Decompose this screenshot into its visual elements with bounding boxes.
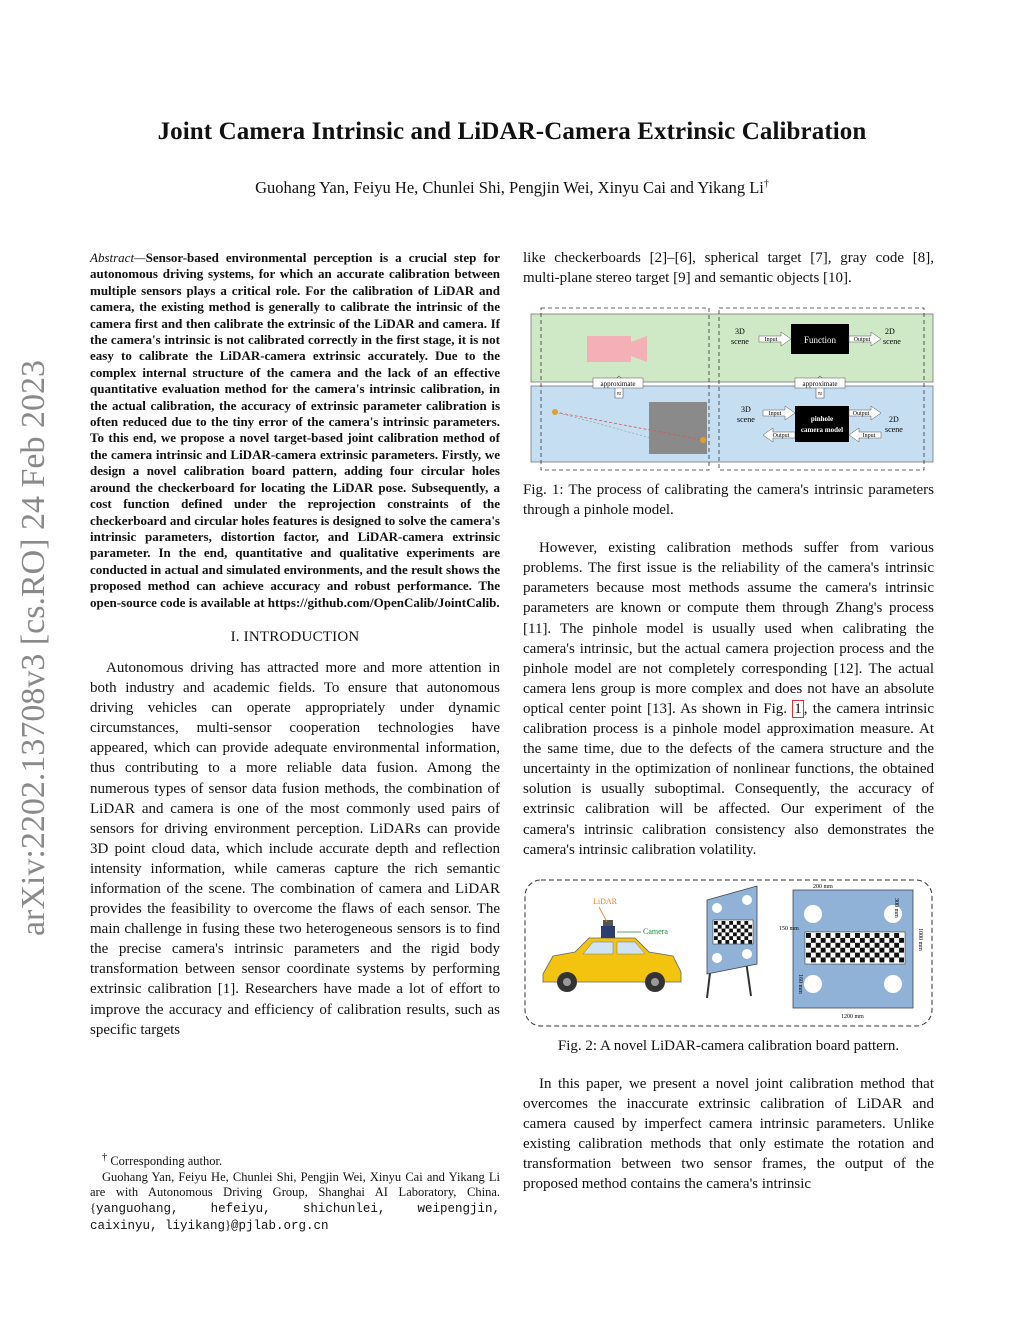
svg-text:Output: Output bbox=[853, 337, 871, 344]
checker-square bbox=[845, 933, 850, 938]
svg-text:pinhole: pinhole bbox=[810, 415, 834, 424]
svg-text:3D: 3D bbox=[735, 327, 745, 337]
checker-square bbox=[840, 938, 845, 943]
checker-square bbox=[840, 957, 845, 962]
corresponding-mark: † bbox=[763, 178, 769, 190]
checker-square bbox=[860, 938, 865, 943]
camera-icon bbox=[587, 336, 647, 362]
checker-square bbox=[850, 957, 855, 962]
footnote-corresponding: Corresponding author. bbox=[110, 1154, 223, 1169]
checker-square bbox=[894, 952, 899, 957]
checker-square bbox=[899, 947, 904, 952]
svg-text:Output: Output bbox=[772, 433, 790, 440]
checker-square bbox=[806, 942, 811, 947]
checker-square bbox=[744, 936, 748, 940]
checker-square bbox=[821, 938, 826, 943]
abstract bbox=[90, 250, 500, 611]
checker-square bbox=[816, 933, 821, 938]
checker-square bbox=[835, 933, 840, 938]
camera-center-icon bbox=[552, 409, 558, 415]
checker-square bbox=[850, 938, 855, 943]
checker-square bbox=[733, 932, 737, 936]
lidar-label: LiDAR bbox=[593, 896, 617, 906]
checker-square bbox=[826, 952, 831, 957]
arxiv-identifier[interactable]: arXiv:2202.13708v3 [cs.RO] 24 Feb 2023 bbox=[15, 359, 52, 937]
abstract-lead: Abstract— bbox=[90, 250, 146, 265]
checker-square bbox=[816, 952, 821, 957]
checker-square bbox=[865, 952, 870, 957]
checker-square bbox=[835, 942, 840, 947]
approx-right-label: approximate bbox=[802, 380, 838, 389]
camera-label: Camera bbox=[643, 926, 668, 936]
svg-text:≈: ≈ bbox=[817, 389, 823, 399]
checker-square bbox=[889, 957, 894, 962]
checker-square bbox=[725, 940, 729, 944]
checker-square bbox=[826, 933, 831, 938]
checker-square bbox=[831, 947, 836, 952]
svg-text:≈: ≈ bbox=[616, 389, 622, 399]
intro-paragraph-1: Autonomous driving has attracted more and more attention in both industry and academic fields. To ensure that autonomous driving vehicles can operate appropriately under dynamic circumstances, multi-sensor cooperation technologies have appeared, which can provide adequate environmental information, thus contributing to a more reliable data fusion. Among the numerous types of sensor data fusion methods, the combination of LiDAR and camera is one of the most commonly used pairs of sensors for driving environment perception. LiDARs can provide 3D point cloud data, which include accurate depth and reflection intensity information, while cameras capture the rich semantic information of the scene. The combination of camera and LiDAR provides the feasibility to overcome the flaws of each sensor. The main challenge in fusing these two heterogeneous sensors is to find the precise camera's intrinsic parameters and the rigid body transformation between sensor coordinate systems by performing extrinsic calibration [1]. Researchers have made a lot of effort to improve the accuracy and efficiency of calibration results, such as specific targets bbox=[90, 659, 500, 1038]
dim-1000: 1000 mm bbox=[917, 927, 923, 951]
checker-square bbox=[741, 932, 745, 936]
checker-square bbox=[816, 942, 821, 947]
calibration-board-shape bbox=[649, 402, 707, 454]
checker-square bbox=[811, 957, 816, 962]
checker-square bbox=[855, 952, 860, 957]
svg-text:Output: Output bbox=[852, 411, 870, 418]
svg-text:camera model: camera model bbox=[800, 426, 844, 435]
dim-1200: 1200 mm bbox=[841, 1013, 864, 1020]
checker-square bbox=[714, 936, 718, 940]
checker-square bbox=[722, 928, 726, 932]
checker-square bbox=[733, 924, 737, 928]
author-list: Guohang Yan, Feiyu He, Chunlei Shi, Pengjin Wei, Xinyu Cai and Yikang Li† bbox=[255, 178, 769, 197]
checker-square bbox=[744, 928, 748, 932]
checker-square bbox=[729, 928, 733, 932]
checker-square bbox=[831, 957, 836, 962]
right-paragraph-top: like checkerboards [2]–[6], spherical target [7], gray code [8], multi-plane stereo target [9] and semantic objects [10]. bbox=[523, 250, 934, 287]
checker-square bbox=[875, 952, 880, 957]
figure-2 bbox=[523, 878, 934, 1028]
figure-1-link[interactable]: 1 bbox=[794, 700, 802, 717]
checker-square bbox=[875, 942, 880, 947]
right-paragraph-3: In this paper, we present a novel joint calibration method that overcomes the inaccurate extrinsic calibration of LiDAR and camera caused by imperfect camera intrinsic parameters. Unlike existing calibration methods that only estimate the rotation and transformation between two sensor frames, the output of the proposed method contains the camera's intrinsic bbox=[523, 1075, 934, 1193]
checker-square bbox=[748, 932, 752, 936]
checker-square bbox=[870, 957, 875, 962]
checker-square bbox=[737, 921, 741, 925]
checker-square bbox=[826, 942, 831, 947]
checker-square bbox=[748, 924, 752, 928]
dim-200: 200 mm bbox=[813, 883, 833, 890]
checker-square bbox=[870, 938, 875, 943]
svg-text:Input: Input bbox=[862, 433, 876, 440]
checker-square bbox=[831, 938, 836, 943]
bottom-band bbox=[531, 386, 933, 462]
checker-square bbox=[850, 947, 855, 952]
checker-square bbox=[840, 947, 845, 952]
svg-text:scene: scene bbox=[885, 425, 903, 435]
checker-square bbox=[865, 942, 870, 947]
footnote-emails: yanguohang, hefeiyu, shichunlei, weipengjin, caixinyu, liyikang bbox=[90, 1201, 500, 1233]
footnote: † Corresponding author. Guohang Yan, Feiyu He, Chunlei Shi, Pengjin Wei, Xinyu Cai and Yikang Li are with Autonomous Driving Group, Shanghai AI Laboratory, China. {yanguohang, hefeiyu, shichunlei, weipengjin, caixinyu, liyikang}@pjlab.org.cn bbox=[90, 1152, 500, 1233]
dim-300: 300 mm bbox=[893, 897, 899, 918]
checker-square bbox=[714, 928, 718, 932]
svg-text:scene: scene bbox=[883, 337, 901, 347]
svg-text:3D: 3D bbox=[741, 405, 751, 415]
checker-square bbox=[718, 924, 722, 928]
figure-2-diagram bbox=[523, 878, 934, 1028]
checker-square bbox=[835, 952, 840, 957]
checker-square bbox=[884, 952, 889, 957]
checker-square bbox=[737, 928, 741, 932]
checker-square bbox=[845, 952, 850, 957]
checker-square bbox=[899, 957, 904, 962]
checker-square bbox=[821, 957, 826, 962]
checker-square bbox=[894, 942, 899, 947]
approx-left-label: approximate bbox=[600, 380, 636, 389]
checker-square bbox=[748, 940, 752, 944]
checker-square bbox=[811, 947, 816, 952]
checker-square bbox=[729, 936, 733, 940]
checker-square bbox=[741, 924, 745, 928]
figure-1-caption: Fig. 1: The process of calibrating the camera's intrinsic parameters through a pinhole model. bbox=[523, 482, 934, 519]
checker-square bbox=[884, 933, 889, 938]
checker-square bbox=[855, 942, 860, 947]
checker-square bbox=[744, 921, 748, 925]
checker-square bbox=[729, 921, 733, 925]
checker-square bbox=[725, 924, 729, 928]
footnote-domain: @pjlab.org.cn bbox=[231, 1218, 329, 1233]
checker-square bbox=[845, 942, 850, 947]
right-paragraph-2: However, existing calibration methods suffer from various problems. The first issue is the reliability of the camera's intrinsic parameters because most methods assume the camera's intrinsic parameters are known or compute them through Zhang's process [11]. The pinhole model is usually used when calibrating the camera's intrinsic, but the actual camera projection process and the pinhole model are not completely corresponding [12]. The actual camera lens group is more complex and does not have an absolute optical center point [13]. As shown in Fig. 1 , the camera intrinsic calibration process is a pinhole model approximation measure. At the same time, due to the defects of the camera structure and the uncertainty in the optimization of nonlinear functions, the obtained solution is usually suboptimal. Consequently, the accuracy of extrinsic calibration will be affected. Our experiment of the camera's intrinsic calibration consistency also demonstrates the camera's intrinsic calibration volatility. bbox=[523, 540, 935, 858]
function-label: Function bbox=[803, 335, 837, 346]
svg-text:scene: scene bbox=[731, 337, 749, 347]
checker-square bbox=[889, 938, 894, 943]
checker-square bbox=[725, 932, 729, 936]
checker-square bbox=[718, 940, 722, 944]
svg-text:scene: scene bbox=[737, 415, 755, 425]
svg-text:2D: 2D bbox=[889, 415, 899, 425]
checker-square bbox=[870, 947, 875, 952]
right-column bbox=[523, 248, 934, 1194]
svg-text:Input: Input bbox=[768, 411, 782, 418]
checker-square bbox=[880, 947, 885, 952]
left-column bbox=[90, 250, 500, 1040]
checker-square bbox=[821, 947, 826, 952]
checker-square bbox=[737, 936, 741, 940]
checker-square bbox=[811, 938, 816, 943]
pinhole-camera-model-box bbox=[795, 406, 849, 442]
dim-150: 150 mm bbox=[779, 925, 799, 932]
checker-square bbox=[722, 936, 726, 940]
checker-square bbox=[875, 933, 880, 938]
checker-square bbox=[741, 940, 745, 944]
footnote-mark: † bbox=[102, 1152, 108, 1163]
figure-1 bbox=[523, 302, 934, 472]
checker-square bbox=[714, 921, 718, 925]
checker-square bbox=[865, 933, 870, 938]
checker-square bbox=[855, 933, 860, 938]
abstract-body: Sensor-based environmental perception is a crucial step for autonomous driving systems, for which an accurate calibration between multiple sensors plays a critical role. For the calibration of LiDAR and camera, the existing method is generally to calibrate the intrinsic of the camera first and then calibrate the extrinsic of the LiDAR and camera. If the camera's intrinsic is not calibrated correctly in the first stage, it is not easy to calibrate the LiDAR-camera extrinsic accurately. Due to the complex internal structure of the camera and the lack of an effective quantitative evaluation method for the camera's intrinsic calibration, in the actual calibration, the accuracy of extrinsic parameter calibration is often reduced due to the tiny error of the camera's intrinsic parameters. To this end, we propose a novel target-based joint calibration method of the camera intrinsic and LiDAR-camera extrinsic parameters. Firstly, we design a novel calibration board pattern, adding four circular holes around the checkerboard for locating the LiDAR pose. Subsequently, a cost function defined under the reprojection constraints of the checkerboard and circular holes features is designed to solve the camera's intrinsic parameters, distortion factor, and LiDAR-camera extrinsic parameter. In the end, quantitative and qualitative experiments are conducted in actual and simulated environments, and the result shows the proposed method can achieve accuracy and robust performance. The open-source code is available at https://github.com/OpenCalib/JointCalib. bbox=[90, 250, 500, 610]
svg-text:Input: Input bbox=[764, 337, 778, 344]
checker-square bbox=[899, 938, 904, 943]
figure-1-diagram bbox=[523, 302, 934, 472]
checker-square bbox=[733, 940, 737, 944]
footnote-affiliation: Guohang Yan, Feiyu He, Chunlei Shi, Pengjin Wei, Xinyu Cai and Yikang Li are with Autonomous Driving Group, Shanghai AI Laboratory, China. bbox=[90, 1169, 500, 1200]
checker-square bbox=[894, 933, 899, 938]
checker-square bbox=[889, 947, 894, 952]
paper-title: Joint Camera Intrinsic and LiDAR-Camera Extrinsic Calibration bbox=[157, 118, 867, 145]
svg-text:2D: 2D bbox=[885, 327, 895, 337]
section-heading-introduction: I. INTRODUCTION bbox=[230, 628, 360, 645]
figure-2-caption: Fig. 2: A novel LiDAR-camera calibration board pattern. bbox=[557, 1037, 900, 1054]
checker-square bbox=[860, 957, 865, 962]
checker-square bbox=[718, 932, 722, 936]
checker-square bbox=[806, 952, 811, 957]
checker-square bbox=[880, 938, 885, 943]
checker-square bbox=[806, 933, 811, 938]
dim-160: 160 mm bbox=[797, 973, 803, 994]
checker-square bbox=[880, 957, 885, 962]
checker-square bbox=[884, 942, 889, 947]
checker-square bbox=[722, 921, 726, 925]
checker-square bbox=[860, 947, 865, 952]
